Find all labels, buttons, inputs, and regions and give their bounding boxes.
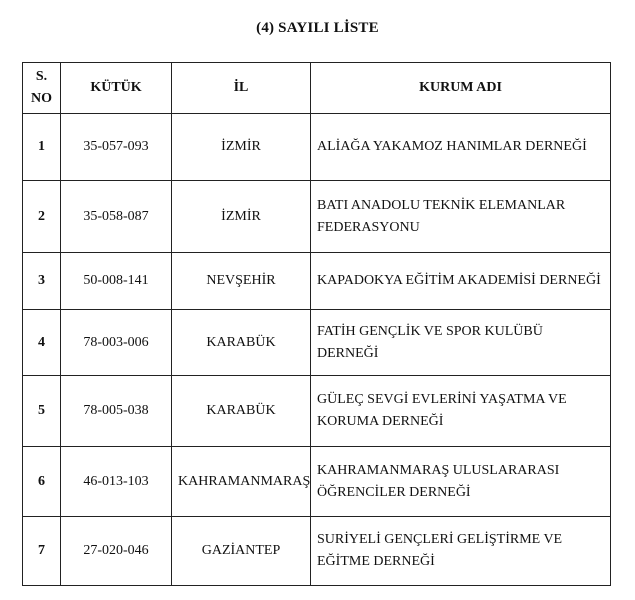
table-row (23, 253, 611, 310)
cell-institution-name (311, 376, 611, 447)
cell-sequence-no: 1 (23, 114, 61, 181)
institution-name-line2: EĞİTME DERNEĞİ (317, 554, 435, 569)
cell-province: İZMİR (172, 181, 311, 253)
cell-registry-no: 46-013-103 (61, 447, 172, 517)
organization-list-table (22, 62, 611, 586)
table-header-row (23, 63, 611, 114)
institution-name-line1: SURİYELİ GENÇLERİ GELİŞTİRME VE (317, 532, 563, 547)
institution-name-line1: FATİH GENÇLİK VE SPOR KULÜBÜ (317, 323, 543, 339)
institution-name-line2: ÖĞRENCİLER DERNEĞİ (317, 484, 471, 500)
cell-registry-no: 50-008-141 (61, 253, 172, 310)
cell-province: NEVŞEHİR (172, 253, 311, 310)
cell-registry-no: 35-057-093 (61, 114, 172, 181)
cell-sequence-no: 7 (23, 517, 61, 586)
cell-institution-name (311, 181, 611, 253)
header-sequence-no (23, 63, 61, 114)
cell-province: KARABÜK (172, 310, 311, 376)
cell-province: KARABÜK (172, 376, 311, 447)
cell-province: İZMİR (172, 114, 311, 181)
header-sequence-no-line2: NO (31, 91, 52, 106)
cell-registry-no: 35-058-087 (61, 181, 172, 253)
cell-sequence-no: 5 (23, 376, 61, 447)
cell-sequence-no: 6 (23, 447, 61, 517)
institution-name-line2: DERNEĞİ (317, 345, 379, 361)
header-sequence-no-line1: S. (35, 69, 48, 84)
table-row (23, 376, 611, 447)
institution-name-line1: GÜLEÇ SEVGİ EVLERİNİ YAŞATMA VE (317, 392, 567, 407)
cell-sequence-no: 4 (23, 310, 61, 376)
header-province: İL (172, 63, 311, 114)
cell-registry-no: 27-020-046 (61, 517, 172, 586)
institution-name-line2: KORUMA DERNEĞİ (317, 414, 444, 429)
table-row (23, 114, 611, 181)
cell-institution-name (311, 253, 611, 310)
institution-name-line1: KAPADOKYA EĞİTİM AKADEMİSİ DERNEĞİ (317, 273, 601, 288)
header-institution-name: KURUM ADI (311, 63, 611, 114)
institution-name-line1: ALİAĞA YAKAMOZ HANIMLAR DERNEĞİ (317, 139, 587, 154)
cell-institution-name (311, 310, 611, 376)
cell-sequence-no: 2 (23, 181, 61, 253)
cell-institution-name (311, 447, 611, 517)
cell-province: GAZİANTEP (172, 517, 311, 586)
table-row (23, 517, 611, 586)
institution-name-line2: FEDERASYONU (317, 219, 420, 235)
institution-name-line1: BATI ANADOLU TEKNİK ELEMANLAR (317, 197, 566, 213)
institution-name-line1: KAHRAMANMARAŞ ULUSLARARASI (317, 462, 560, 478)
table-row (23, 181, 611, 253)
table-row (23, 447, 611, 517)
page-title: (4) SAYILI LİSTE (256, 20, 379, 36)
cell-sequence-no: 3 (23, 253, 61, 310)
header-registry-no: KÜTÜK (61, 63, 172, 114)
cell-institution-name (311, 114, 611, 181)
cell-institution-name (311, 517, 611, 586)
cell-registry-no: 78-005-038 (61, 376, 172, 447)
cell-registry-no: 78-003-006 (61, 310, 172, 376)
cell-province: KAHRAMANMARAŞ (172, 447, 311, 517)
table-row (23, 310, 611, 376)
